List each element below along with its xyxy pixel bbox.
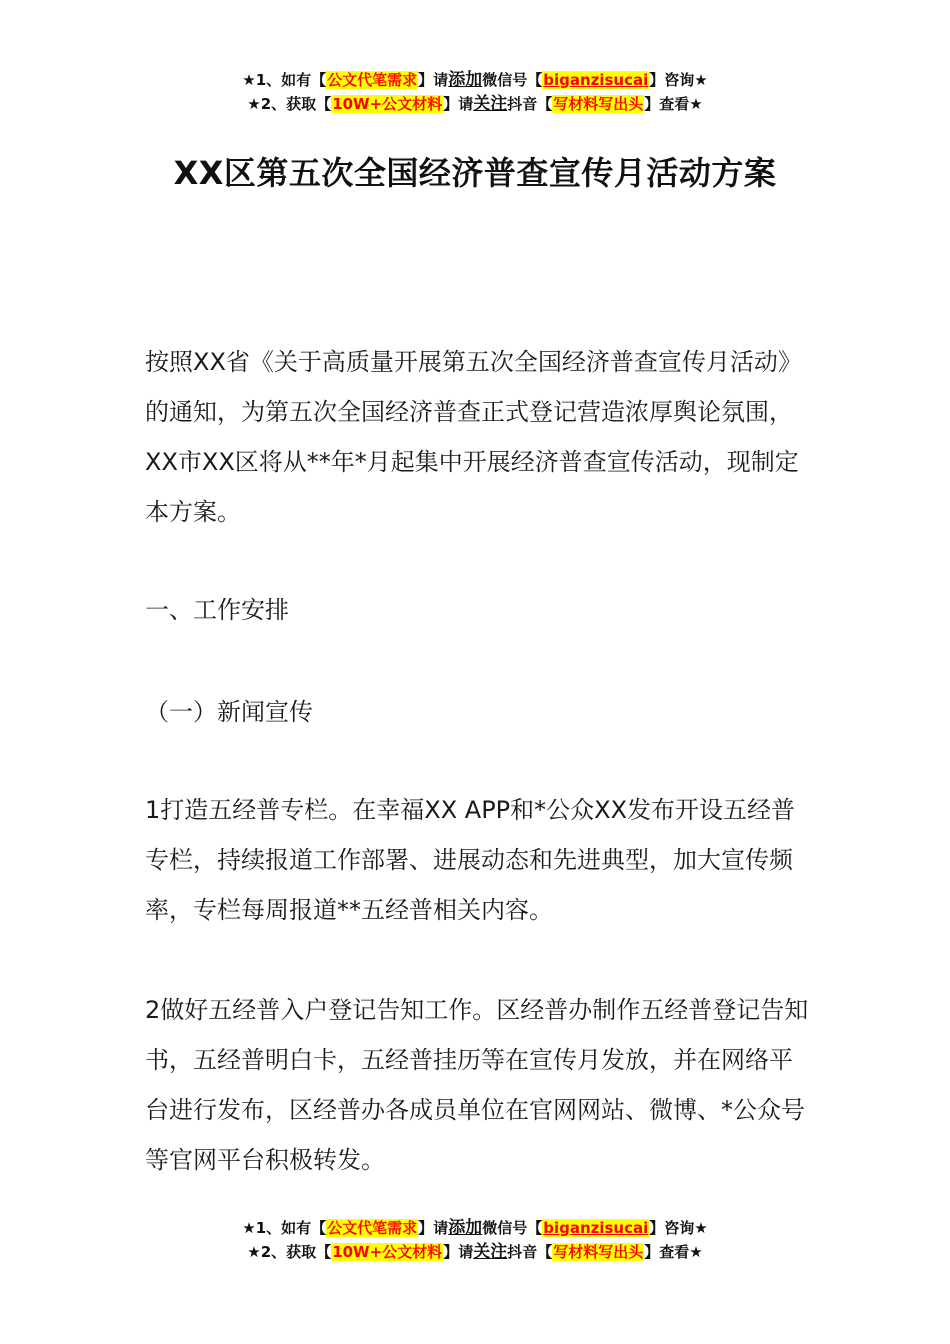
- promo-text: ★2、获取【: [247, 1243, 332, 1261]
- promo-text: ★2、获取【: [247, 95, 332, 113]
- intro-paragraph: 按照XX省《关于高质量开展第五次全国经济普查宣传月活动》的通知，为第五次全国经济普查正式登记营造浓厚舆论氛围，XX市XX区将从**年*月起集中开展经济普查宣传活动，现制定本方案。: [145, 348, 802, 526]
- promo-line-2: [0, 92, 950, 116]
- promo-text: 抖音【: [507, 1243, 553, 1261]
- promo-line-1: [0, 68, 950, 92]
- promo-text: 微信号【: [482, 71, 543, 89]
- item-paragraph-2: 2做好五经普入户登记告知工作。区经普办制作五经普登记告知书，五经普明白卡，五经普挂历等在宣传月发放，并在网络平台进行发布，区经普办各成员单位在官网网站、微博、*公众号等官网平台积极转发。: [145, 996, 809, 1174]
- promo-douyin-account: 写材料写出头: [553, 1243, 644, 1261]
- promo-line-1: [0, 1216, 950, 1240]
- promo-text: 】咨询★: [649, 1219, 708, 1237]
- promo-text: 】请: [418, 1219, 449, 1237]
- promo-text: 微信号【: [482, 1219, 543, 1237]
- promo-wechat-id[interactable]: biganzisucai: [543, 71, 649, 89]
- promo-highlight-materials: 10W+公文材料: [332, 1243, 443, 1261]
- promo-emphasis: 关注: [473, 94, 508, 114]
- subsection-heading: （一）新闻宣传: [145, 698, 313, 726]
- promo-emphasis: 添加: [448, 70, 483, 90]
- promo-text: ★1、如有【: [242, 71, 327, 89]
- promo-highlight-service: 公文代笔需求: [327, 1219, 418, 1237]
- section-heading: 一、工作安排: [145, 596, 289, 624]
- promo-text: 】请: [443, 95, 474, 113]
- promo-highlight-materials: 10W+公文材料: [332, 95, 443, 113]
- promo-wechat-id[interactable]: biganzisucai: [543, 1219, 649, 1237]
- promo-text: ★1、如有【: [242, 1219, 327, 1237]
- promo-emphasis: 关注: [473, 1242, 508, 1262]
- promo-line-2: [0, 1240, 950, 1264]
- promo-text: 】查看★: [644, 1243, 703, 1261]
- promo-banner-bottom: [0, 1216, 950, 1264]
- promo-text: 】请: [443, 1243, 474, 1261]
- promo-text: 】查看★: [644, 95, 703, 113]
- promo-douyin-account: 写材料写出头: [553, 95, 644, 113]
- promo-highlight-service: 公文代笔需求: [327, 71, 418, 89]
- document-title: XX区第五次全国经济普查宣传月活动方案: [173, 154, 777, 192]
- promo-text: 抖音【: [507, 95, 553, 113]
- item-paragraph-1: 1打造五经普专栏。在幸福XX APP和*公众XX发布开设五经普专栏，持续报道工作部署、进展动态和先进典型，加大宣传频率，专栏每周报道**五经普相关内容。: [145, 796, 796, 924]
- promo-banner-top: [0, 68, 950, 116]
- promo-text: 】请: [418, 71, 449, 89]
- promo-text: 】咨询★: [649, 71, 708, 89]
- promo-emphasis: 添加: [448, 1218, 483, 1238]
